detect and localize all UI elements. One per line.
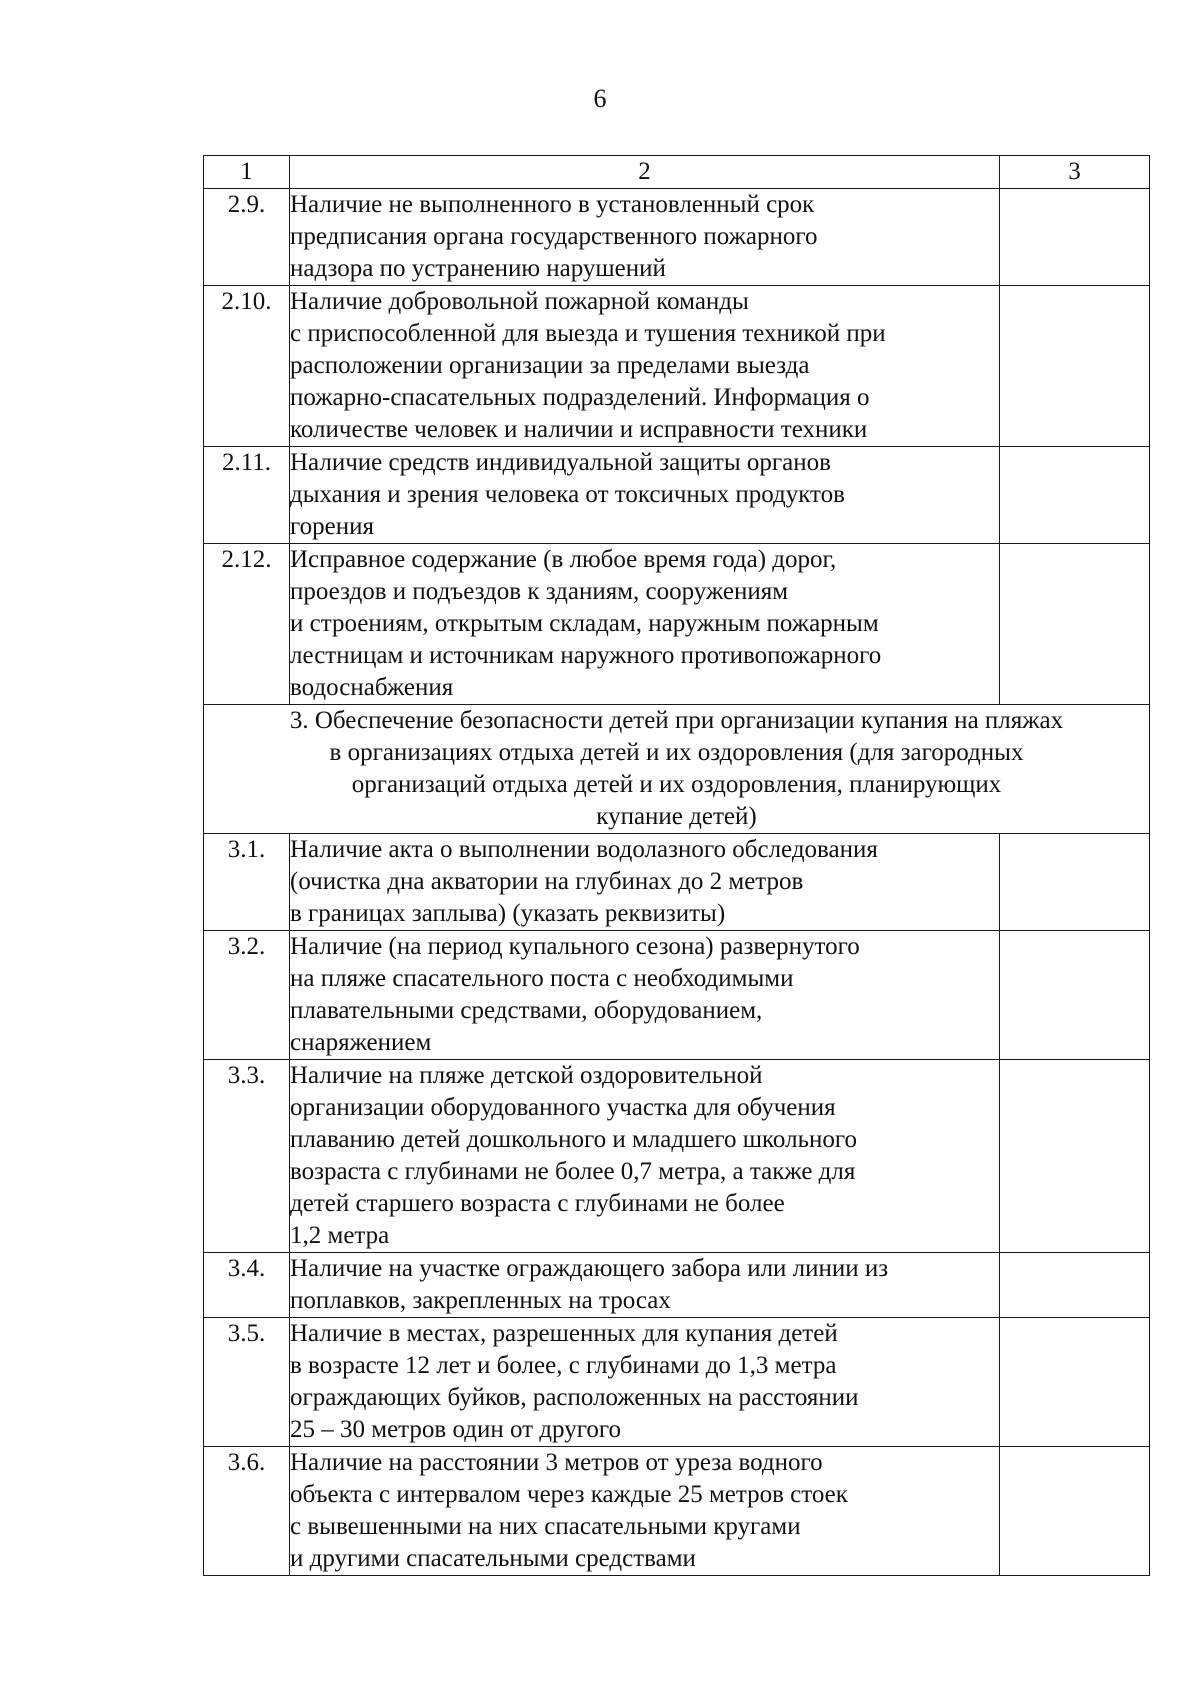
item-description [290,1447,1000,1576]
table-row [204,1318,1150,1447]
description-line: горения [290,513,374,540]
section-heading-line: в организациях отдыха детей и их оздоровления (для загородных [329,739,1024,766]
description-line: в возрасте 12 лет и более, с глубинами до 1,3 метра [290,1352,837,1379]
table-row [204,447,1150,544]
item-mark-cell [1000,1447,1150,1576]
description-line: дыхания и зрения человека от токсичных продуктов [290,481,845,508]
description-line: 1,2 метра [290,1222,390,1249]
section-2-rows [204,189,1150,705]
description-line: с вывешенными на них спасательными кругами [290,1513,801,1540]
item-description [290,447,1000,544]
description-line: Наличие добровольной пожарной команды [290,288,749,315]
description-line: ограждающих буйков, расположенных на расстоянии [290,1384,859,1411]
item-mark-cell [1000,1318,1150,1447]
item-number: 3.2. [204,931,290,1060]
description-line: и строениям, открытым складам, наружным пожарным [290,610,879,637]
item-number: 2.12. [204,544,290,705]
section-heading-line: купание детей) [596,803,757,830]
table-row [204,544,1150,705]
description-line: Наличие в местах, разрешенных для купания детей [290,1320,838,1347]
description-line: возраста с глубинами не более 0,7 метра, а также для [290,1158,856,1185]
description-line: предписания органа государственного пожарного [290,223,818,250]
description-line: надзора по устранению нарушений [290,255,666,282]
description-line: расположении организации за пределами выезда [290,352,810,379]
description-line: организации оборудованного участка для обучения [290,1094,836,1121]
item-mark-cell [1000,286,1150,447]
description-line: поплавков, закрепленных на тросах [290,1287,671,1314]
description-line: проездов и подъездов к зданиям, сооружениям [290,578,789,605]
description-line: Наличие (на период купального сезона) развернутого [290,933,860,960]
section-heading-row [204,705,1150,834]
page-number: 6 [593,84,607,113]
description-line: пожарно-спасательных подразделений. Информация о [290,384,870,411]
description-line: плавательными средствами, оборудованием, [290,997,763,1024]
description-line: количестве человек и наличии и исправности техники [290,416,868,443]
description-line: снаряжением [290,1029,432,1056]
table-row [204,1060,1150,1253]
description-line: на пляже спасательного поста с необходимыми [290,965,794,992]
table-row [204,1253,1150,1318]
item-description [290,1253,1000,1318]
item-number: 3.1. [204,834,290,931]
checklist-table [203,155,1150,1576]
table-row [204,189,1150,286]
item-mark-cell [1000,447,1150,544]
header-col-1: 1 [204,156,290,189]
section-3-heading [204,705,1150,834]
description-line: Наличие на участке ограждающего забора или линии из [290,1255,889,1282]
table-row [204,286,1150,447]
description-line: и другими спасательными средствами [290,1545,696,1572]
description-line: водоснабжения [290,674,454,701]
item-description [290,544,1000,705]
section-heading-line: организаций отдыха детей и их оздоровления, планирующих [351,771,1002,798]
item-description [290,1318,1000,1447]
section-heading-line: 3. Обеспечение безопасности детей при организации купания на пляжах [289,707,1064,734]
item-number: 3.6. [204,1447,290,1576]
item-number: 3.4. [204,1253,290,1318]
table-row [204,834,1150,931]
description-line: объекта с интервалом через каждые 25 метров стоек [290,1481,848,1508]
item-description [290,189,1000,286]
item-mark-cell [1000,1060,1150,1253]
item-description [290,931,1000,1060]
header-col-3: 3 [1000,156,1150,189]
item-number: 2.10. [204,286,290,447]
description-line: Наличие акта о выполнении водолазного обследования [290,836,878,863]
description-line: Наличие на пляже детской оздоровительной [290,1062,763,1089]
item-mark-cell [1000,1253,1150,1318]
item-mark-cell [1000,931,1150,1060]
description-line: (очистка дна акватории на глубинах до 2 метров [290,868,804,895]
description-line: в границах заплыва) (указать реквизиты) [290,900,726,927]
item-number: 2.9. [204,189,290,286]
description-line: 25 – 30 метров один от другого [290,1416,621,1443]
item-mark-cell [1000,189,1150,286]
description-line: плаванию детей дошкольного и младшего школьного [290,1126,857,1153]
description-line: с приспособленной для выезда и тушения техникой при [290,320,886,347]
item-description [290,1060,1000,1253]
item-number: 3.5. [204,1318,290,1447]
item-description [290,286,1000,447]
description-line: лестницам и источникам наружного противопожарного [290,642,882,669]
item-number: 3.3. [204,1060,290,1253]
item-number: 2.11. [204,447,290,544]
description-line: Наличие не выполненного в установленный срок [290,191,815,218]
table-header-row [204,156,1150,189]
table-row [204,1447,1150,1576]
section-3-rows [204,834,1150,1576]
item-mark-cell [1000,834,1150,931]
item-description [290,834,1000,931]
item-mark-cell [1000,544,1150,705]
description-line: Наличие на расстоянии 3 метров от уреза водного [290,1449,823,1476]
description-line: Исправное содержание (в любое время года) дорог, [290,546,837,573]
description-line: Наличие средств индивидуальной защиты органов [290,449,831,476]
header-col-2: 2 [290,156,1000,189]
description-line: детей старшего возраста с глубинами не более [290,1190,785,1217]
table-row [204,931,1150,1060]
